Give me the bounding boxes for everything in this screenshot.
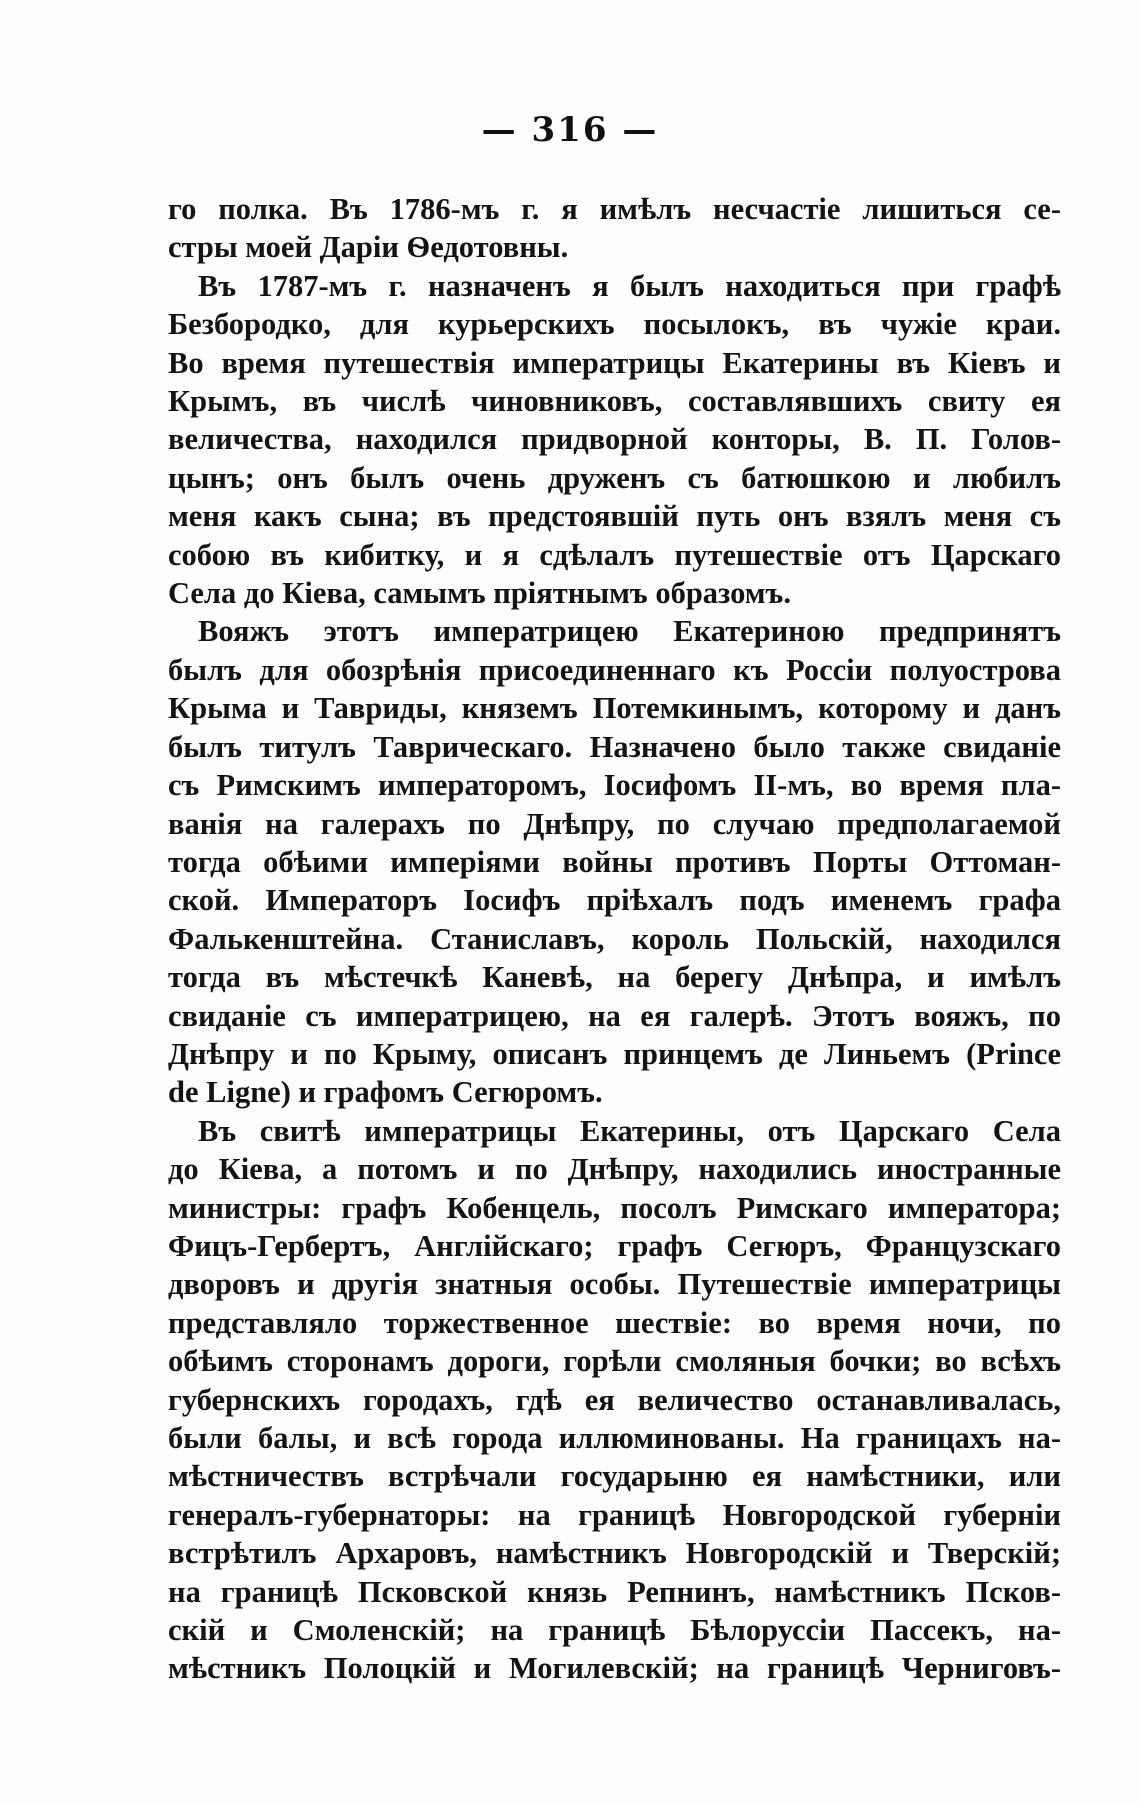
text-line: Безбородко, для курьерскихъ посылокъ, въ чужіе краи. <box>168 307 1061 342</box>
text-line: съ Римскимъ императоромъ, Іосифомъ II-мъ, во время пла- <box>168 768 1061 803</box>
text-line: обѣимъ сторонамъ дороги, горѣли смоляныя бочки; во всѣхъ <box>168 1344 1061 1379</box>
text-line: Вояжъ этотъ императрицею Екатериною предпринятъ <box>198 614 1061 649</box>
text-line: цынъ; онъ былъ очень друженъ съ батюшкою и любилъ <box>168 460 1061 495</box>
paragraph-1 <box>168 190 1061 267</box>
text-line: Крыма и Тавриды, княземъ Потемкинымъ, которому и данъ <box>168 691 1061 726</box>
text-line: Днѣпру и по Крыму, описанъ принцемъ де Линьемъ (Prince <box>168 1036 1061 1071</box>
text-line: Въ 1787-мъ г. назначенъ я былъ находиться при графѣ <box>198 268 1061 303</box>
text-line: Села до Кіева, самымъ пріятнымъ образомъ. <box>168 576 791 611</box>
text-line: мѣстничествъ встрѣчали государыню ея намѣстники, или <box>168 1459 1061 1494</box>
text-line: собою въ кибитку, и я сдѣлалъ путешествіе отъ Царскаго <box>168 537 1061 572</box>
text-line: мѣстникъ Полоцкій и Могилевскій; на границѣ Черниговъ- <box>168 1651 1061 1686</box>
text-line: министры: графъ Кобенцель, посолъ Римскаго императора; <box>168 1190 1061 1225</box>
text-line: меня какъ сына; въ предстоявшій путь онъ взялъ меня съ <box>168 499 1061 534</box>
text-line: тогда въ мѣстечкѣ Каневѣ, на берегу Днѣпра, и имѣлъ <box>168 960 1061 995</box>
text-line: Фицъ-Гербертъ, Англійскаго; графъ Сегюръ, Французскаго <box>168 1228 1061 1263</box>
text-line: дворовъ и другія знатныя особы. Путешествіе императрицы <box>168 1267 1061 1302</box>
text-line: Крымъ, въ числѣ чиновниковъ, составлявшихъ свиту ея <box>168 384 1061 419</box>
text-line: Фалькенштейна. Станиславъ, король Польскій, находился <box>168 921 1061 956</box>
text-line: ской. Императоръ Іосифъ пріѣхалъ подъ именемъ графа <box>168 883 1061 918</box>
text-line: были балы, и всѣ города иллюминованы. На границахъ на- <box>168 1421 1061 1455</box>
text-line: величества, находился придворной конторы, В. П. Голов- <box>168 422 1061 457</box>
text-line: скій и Смоленскій; на границѣ Бѣлоруссіи Пассекъ, на- <box>168 1613 1061 1648</box>
text-line: Во время путешествія императрицы Екатерины въ Кіевъ и <box>168 345 1061 380</box>
text-line: представляло торжественное шествіе: во время ночи, по <box>168 1305 1061 1340</box>
text-line: ванія на галерахъ по Днѣпру, по случаю предполагаемой <box>168 806 1061 841</box>
text-line: тогда обѣими имперіями войны противъ Порты Оттоман- <box>168 844 1061 879</box>
paragraph-2 <box>168 267 1061 613</box>
text-line: губернскихъ городахъ, гдѣ ея величество останавливалась, <box>168 1382 1061 1417</box>
text-line: de Ligne) и графомъ Сегюромъ. <box>168 1075 603 1110</box>
body-text <box>168 190 1061 1688</box>
text-line: свиданіе съ императрицею, на ея галерѣ. Этотъ вояжъ, по <box>168 998 1061 1033</box>
text-line: былъ титулъ Таврическаго. Назначено было также свиданіе <box>168 729 1061 764</box>
paragraph-3 <box>168 612 1061 1111</box>
page-number: — 316 — <box>481 110 659 150</box>
text-line: Въ свитѣ императрицы Екатерины, отъ Царскаго Села <box>198 1113 1061 1148</box>
paragraph-4 <box>168 1112 1061 1688</box>
text-line: на границѣ Псковской князь Репнинъ, намѣстникъ Псков- <box>168 1574 1061 1609</box>
text-line: встрѣтилъ Архаровъ, намѣстникъ Новгородскій и Тверскій; <box>168 1536 1061 1571</box>
text-line: го полка. Въ 1786-мъ г. я имѣлъ несчастіе лишиться се- <box>168 192 1061 226</box>
text-line: былъ для обозрѣнія присоединеннаго къ Россіи полуострова <box>168 652 1061 687</box>
text-line: генералъ-губернаторы: на границѣ Новгородской губерніи <box>168 1497 1061 1532</box>
text-line: стры моей Даріи Ѳедотовны. <box>168 230 569 265</box>
text-line: до Кіева, а потомъ и по Днѣпру, находились иностранные <box>168 1152 1061 1187</box>
